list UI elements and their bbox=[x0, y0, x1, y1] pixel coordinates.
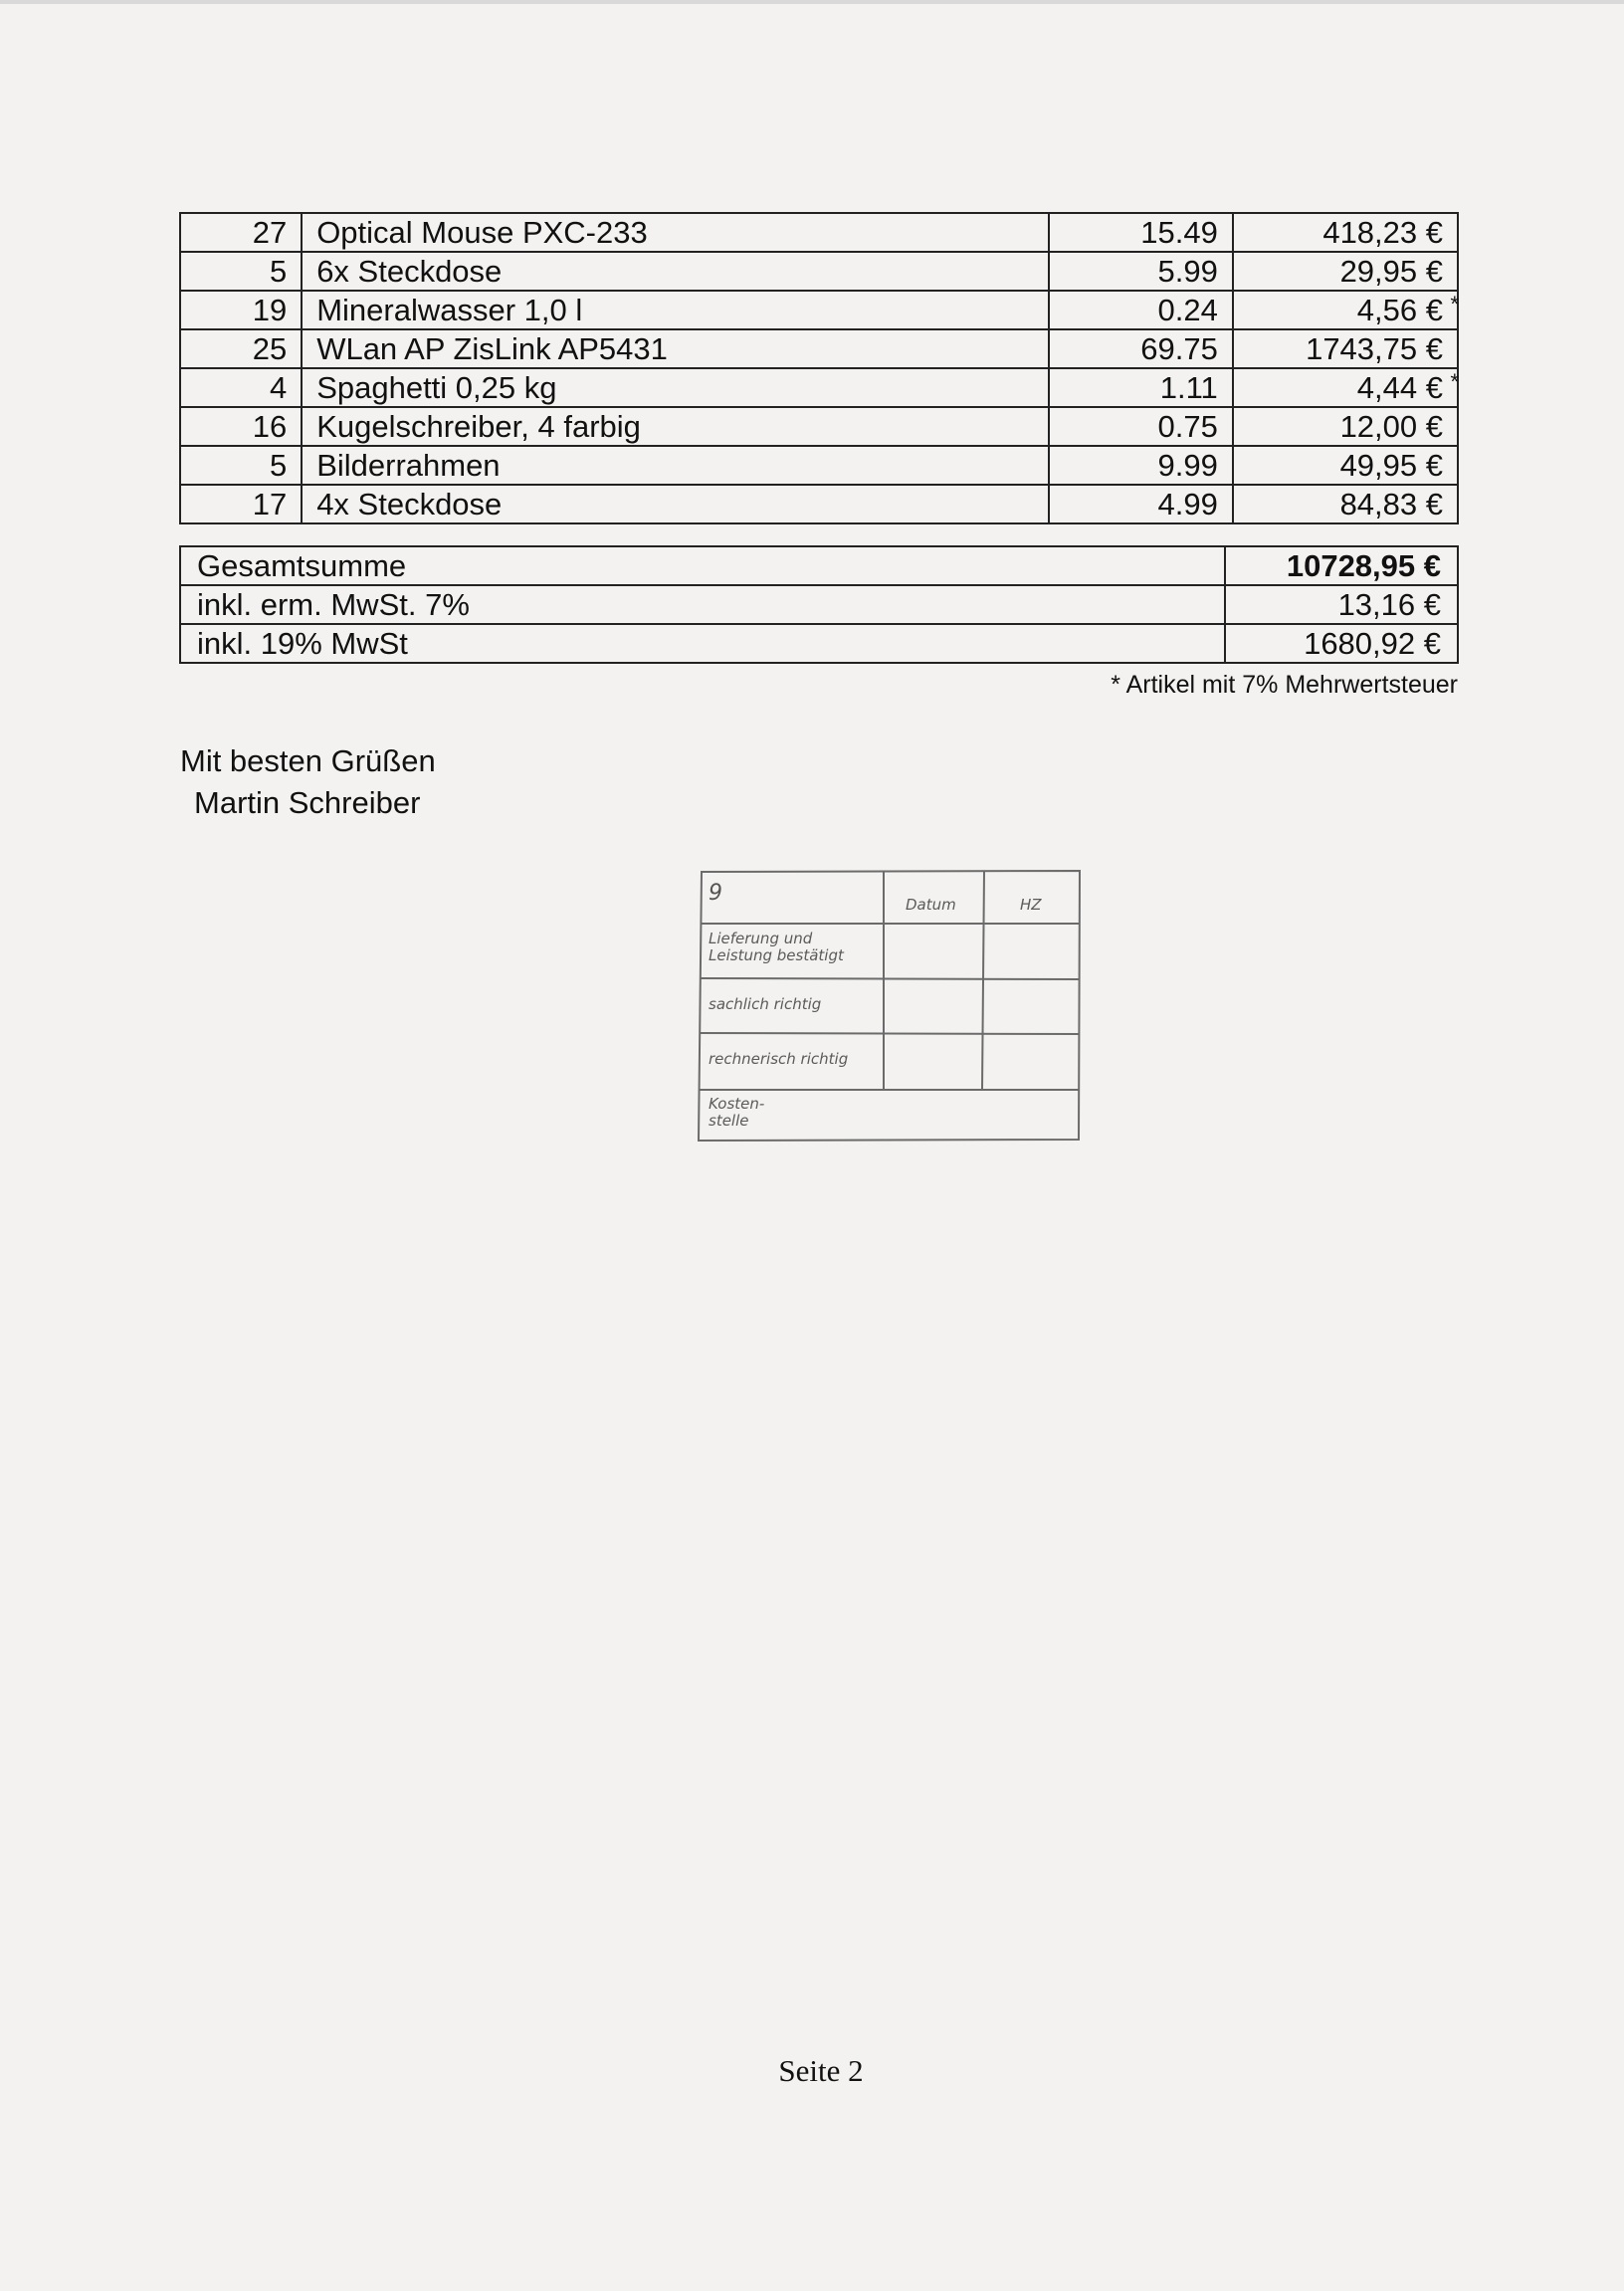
item-line-total-text: 49,95 € bbox=[1339, 448, 1443, 483]
stamp-row-lieferung-line1: Lieferung und bbox=[709, 930, 813, 947]
approval-stamp bbox=[697, 869, 1081, 1143]
item-description-text: Spaghetti 0,25 kg bbox=[316, 370, 557, 405]
total-label: Gesamtsumme bbox=[180, 546, 1225, 585]
item-unit-price-text: 5.99 bbox=[1157, 254, 1218, 289]
item-quantity bbox=[180, 213, 302, 252]
item-unit-price bbox=[1049, 407, 1233, 446]
stamp-row-sachlich: sachlich richtig bbox=[709, 995, 822, 1013]
table-row bbox=[180, 213, 1458, 252]
table-row bbox=[180, 485, 1458, 523]
item-unit-price bbox=[1049, 446, 1233, 485]
item-quantity-text: 5 bbox=[269, 254, 288, 289]
item-description bbox=[302, 407, 1049, 446]
item-line-total bbox=[1233, 329, 1458, 368]
item-description bbox=[302, 368, 1049, 407]
signer-name: Martin Schreiber bbox=[194, 785, 421, 820]
item-description bbox=[302, 446, 1049, 485]
stamp-row-kostenstelle bbox=[709, 1096, 764, 1130]
item-description-text: Optical Mouse PXC-233 bbox=[316, 215, 648, 250]
item-description-text: Mineralwasser 1,0 l bbox=[316, 293, 583, 327]
item-line-total-text: 1743,75 € bbox=[1306, 331, 1443, 366]
item-quantity-text: 4 bbox=[269, 370, 288, 405]
total-amount: 10728,95 € bbox=[1225, 546, 1458, 585]
table-row bbox=[180, 252, 1458, 291]
item-quantity bbox=[180, 485, 302, 523]
item-line-total bbox=[1233, 368, 1458, 407]
item-line-total-text: 4,44 € bbox=[1356, 370, 1443, 405]
item-description-text: Kugelschreiber, 4 farbig bbox=[316, 409, 641, 444]
total-row-gesamt bbox=[180, 546, 1458, 585]
item-description-text: 6x Steckdose bbox=[316, 254, 503, 289]
item-description-text: 4x Steckdose bbox=[316, 487, 503, 521]
item-quantity bbox=[180, 407, 302, 446]
total-row-vat7 bbox=[180, 585, 1458, 624]
item-quantity-text: 25 bbox=[252, 331, 288, 366]
item-unit-price-text: 4.99 bbox=[1157, 487, 1218, 521]
item-unit-price bbox=[1049, 485, 1233, 523]
table-row bbox=[180, 407, 1458, 446]
item-unit-price bbox=[1049, 291, 1233, 329]
page-top-edge bbox=[0, 0, 1624, 4]
item-quantity-text: 5 bbox=[269, 448, 288, 483]
vat-footnote: * Artikel mit 7% Mehrwertsteuer bbox=[1111, 671, 1458, 699]
item-quantity-text: 16 bbox=[252, 409, 288, 444]
item-quantity bbox=[180, 446, 302, 485]
closing-block bbox=[180, 740, 436, 824]
item-unit-price-text: 15.49 bbox=[1140, 215, 1218, 250]
item-unit-price-text: 1.11 bbox=[1159, 370, 1218, 405]
stamp-row-rechnerisch: rechnerisch richtig bbox=[709, 1050, 849, 1068]
item-line-total bbox=[1233, 446, 1458, 485]
item-line-total bbox=[1233, 252, 1458, 291]
item-unit-price-text: 0.24 bbox=[1157, 293, 1218, 327]
item-quantity-text: 27 bbox=[252, 215, 288, 250]
reduced-vat-marker: * bbox=[1450, 292, 1459, 316]
invoice-items-table bbox=[179, 212, 1459, 524]
item-unit-price bbox=[1049, 368, 1233, 407]
item-quantity bbox=[180, 252, 302, 291]
item-description bbox=[302, 329, 1049, 368]
item-line-total bbox=[1233, 291, 1458, 329]
item-unit-price bbox=[1049, 213, 1233, 252]
item-quantity bbox=[180, 368, 302, 407]
item-description-text: Bilderrahmen bbox=[316, 448, 501, 483]
item-line-total-text: 4,56 € bbox=[1356, 293, 1443, 327]
stamp-row-kostenstelle-line2: stelle bbox=[709, 1112, 749, 1130]
item-unit-price bbox=[1049, 329, 1233, 368]
item-unit-price-text: 9.99 bbox=[1157, 448, 1218, 483]
item-description bbox=[302, 213, 1049, 252]
stamp-row-kostenstelle-line1: Kosten- bbox=[709, 1095, 765, 1113]
table-row bbox=[180, 446, 1458, 485]
invoice-totals-table bbox=[179, 545, 1459, 664]
closing-greeting: Mit besten Grüßen bbox=[180, 743, 436, 778]
total-row-vat19 bbox=[180, 624, 1458, 663]
page-number: Seite 2 bbox=[778, 2053, 864, 2088]
item-line-total-text: 418,23 € bbox=[1322, 215, 1443, 250]
vat7-amount: 13,16 € bbox=[1225, 585, 1458, 624]
stamp-col-datum: Datum bbox=[906, 896, 956, 914]
item-line-total-text: 29,95 € bbox=[1339, 254, 1443, 289]
item-description bbox=[302, 252, 1049, 291]
item-line-total-text: 12,00 € bbox=[1339, 409, 1443, 444]
stamp-number: 9 bbox=[709, 881, 722, 906]
item-quantity-text: 19 bbox=[252, 293, 288, 327]
item-line-total bbox=[1233, 213, 1458, 252]
item-unit-price bbox=[1049, 252, 1233, 291]
table-row bbox=[180, 329, 1458, 368]
item-quantity bbox=[180, 291, 302, 329]
item-unit-price-text: 69.75 bbox=[1140, 331, 1218, 366]
stamp-row-lieferung bbox=[709, 931, 844, 964]
item-description bbox=[302, 485, 1049, 523]
vat7-label: inkl. erm. MwSt. 7% bbox=[180, 585, 1225, 624]
item-quantity-text: 17 bbox=[252, 487, 288, 521]
vat19-amount: 1680,92 € bbox=[1225, 624, 1458, 663]
item-description bbox=[302, 291, 1049, 329]
table-row bbox=[180, 368, 1458, 407]
item-line-total bbox=[1233, 485, 1458, 523]
table-row bbox=[180, 291, 1458, 329]
item-description-text: WLan AP ZisLink AP5431 bbox=[316, 331, 668, 366]
reduced-vat-marker: * bbox=[1450, 369, 1459, 394]
stamp-row-lieferung-line2: Leistung bestätigt bbox=[709, 946, 844, 964]
stamp-col-hz: HZ bbox=[1020, 896, 1042, 914]
item-line-total-text: 84,83 € bbox=[1339, 487, 1443, 521]
item-unit-price-text: 0.75 bbox=[1157, 409, 1218, 444]
item-quantity bbox=[180, 329, 302, 368]
vat19-label: inkl. 19% MwSt bbox=[180, 624, 1225, 663]
item-line-total bbox=[1233, 407, 1458, 446]
